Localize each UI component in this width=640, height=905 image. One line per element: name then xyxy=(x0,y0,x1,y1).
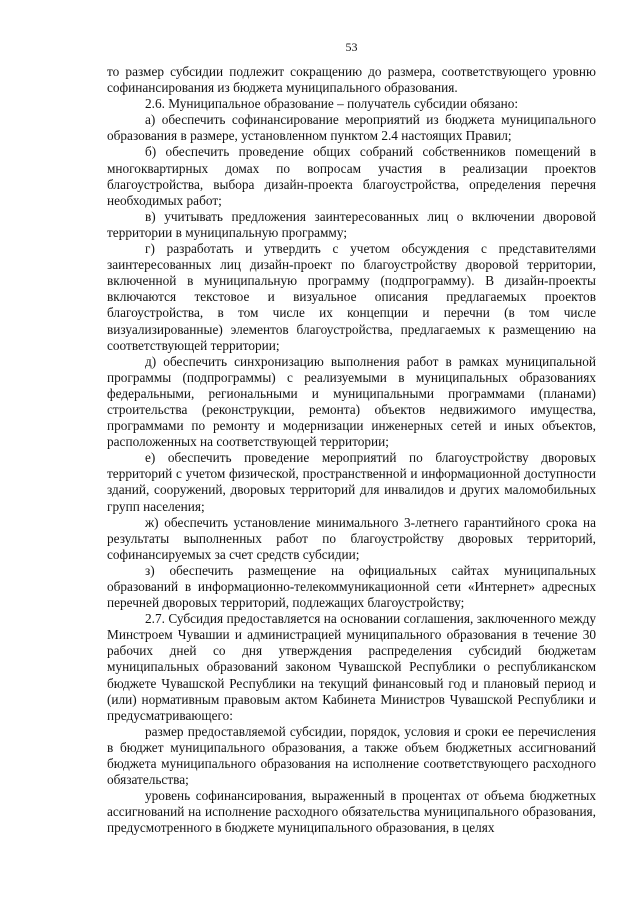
document-body xyxy=(107,64,596,837)
paragraph-cofinancing-level: уровень софинансирования, выраженный в процентах от объема бюджетных ассигнований на исполнение расходного обязательства муниципального образования, предусмотренного в бюджете муниципального образования, в целях xyxy=(107,788,596,836)
paragraph-item-v: в) учитывать предложения заинтересованных лиц о включении дворовой территории в муниципальную программу; xyxy=(107,208,596,240)
paragraph-item-g: г) разработать и утвердить с учетом обсуждения с представителями заинтересованных лиц дизайн-проект по благоустройству дворовой территории, включенной в муниципальную программу (подпрограмму). В дизайн-проекты включаются текстовое и визуальное описания предлагаемых проектов благоустройства, в том числе их концепции и перечни (в том числе визуализированные) элементов благоустройства, предлагаемых к размещению на соответствующей территории; xyxy=(107,241,596,353)
paragraph-section-2-6: 2.6. Муниципальное образование – получатель субсидии обязано: xyxy=(145,96,519,112)
paragraph-continuation: то размер субсидии подлежит сокращению до размера, соответствующего уровню софинансирования из бюджета муниципального образования. xyxy=(107,64,596,96)
paragraph-item-zh: ж) обеспечить установление минимального 3-летнего гарантийного срока на результаты выполненных работ по благоустройству дворовых территорий, софинансируемых за счет средств субсидии; xyxy=(107,514,596,562)
page-number: 53 xyxy=(345,40,358,54)
paragraph-item-d: д) обеспечить синхронизацию выполнения работ в рамках муниципальной программы (подпрограммы) с реализуемыми в муниципальных образованиях федеральными, региональными и муниципальными программами (планами) строительства (реконструкции, ремонта) объектов недвижимого имущества, программами по ремонту и модернизации инженерных сетей и иных объектов, расположенных на соответствующей территории; xyxy=(107,353,596,450)
paragraph-section-2-7: 2.7. Субсидия предоставляется на основании соглашения, заключенного между Минстроем Чувашии и администрацией муниципального образования в течение 30 рабочих дней со дня утверждения распределения субсидий бюджетам муниципальных образований законом Чувашской Республики о республиканском бюджете Чувашской Республики на текущий финансовый год и плановый период и (или) нормативным правовым актом Кабинета Министров Чувашской Республики и предусматривающего: xyxy=(107,611,596,723)
paragraph-item-b: б) обеспечить проведение общих собраний собственников помещений в многоквартирных домах по вопросам участия в реализации проектов благоустройства, выбора дизайн-проекта благоустройства, определения перечня необходимых работ; xyxy=(107,144,596,208)
document-page xyxy=(107,0,596,837)
paragraph-subsidy-size: размер предоставляемой субсидии, порядок, условия и сроки ее перечисления в бюджет муниципального образования, а также объем бюджетных ассигнований бюджета муниципального образования на исполнение соответствующего расходного обязательства; xyxy=(107,723,596,788)
paragraph-item-z: з) обеспечить размещение на официальных сайтах муниципальных образований в информационно-телекоммуникационной сети «Интернет» адресных перечней дворовых территорий, подлежащих благоустройству; xyxy=(107,562,596,611)
paragraph-item-e: е) обеспечить проведение мероприятий по благоустройству дворовых территорий с учетом физической, пространственной и информационной доступности зданий, сооружений, дворовых территорий для инвалидов и других маломобильных групп населения; xyxy=(107,450,596,514)
paragraph-item-a: а) обеспечить софинансирование мероприятий из бюджета муниципального образования в размере, установленном пунктом 2.4 настоящих Правил; xyxy=(107,112,596,144)
